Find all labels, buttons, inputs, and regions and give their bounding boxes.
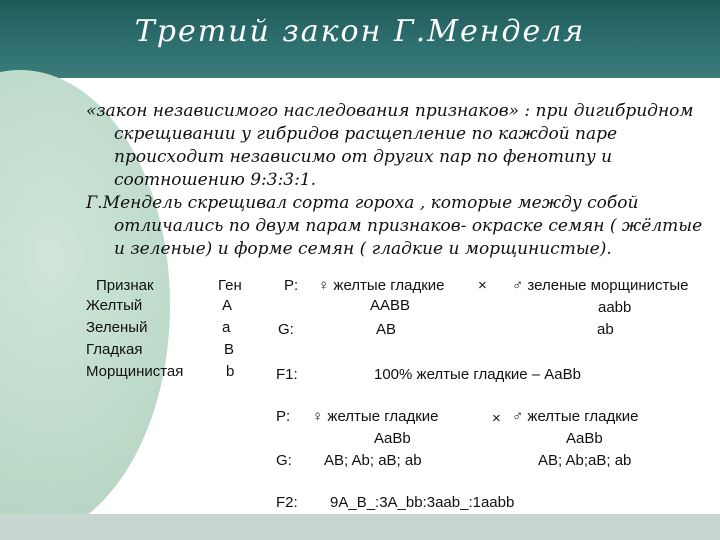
female-gametes: AB; Ab; aB; ab [324, 452, 422, 469]
male-gamete: ab [597, 321, 614, 338]
female-phenotype: ♀ желтые гладкие [318, 277, 445, 294]
title-bar [0, 0, 720, 78]
f2-result: 9A_B_:3A_bb:3aab_:1aabb [330, 494, 515, 511]
paragraph-law: «закон независимого наследования признаков» : при дигибридном скрещивании у гибридов расщепление по каждой паре происходит независимо от других пар по фенотипу и соотношению 9:3:3:1. [86, 101, 694, 190]
gene-cell: B [224, 341, 235, 358]
p-label: P: [276, 408, 291, 425]
f1-result: 100% желтые гладкие – AaBb [374, 366, 581, 383]
male-phenotype: ♂ желтые гладкие [512, 408, 639, 425]
col-header-gene: Ген [218, 277, 242, 294]
female-genotype: AABB [370, 297, 411, 314]
male-phenotype: ♂ зеленые морщинистые [512, 277, 689, 294]
trait-cell: Желтый [86, 297, 143, 314]
gene-cell: b [226, 363, 235, 380]
bottom-bar [0, 514, 720, 540]
gene-cell: A [222, 297, 233, 314]
paragraph-mendel: Г.Мендель скрещивал сорта гороха , которые между собой отличались по двум парам признаков- окраске семян ( жёлтые и зеленые) и форме семян ( гладкие и морщинистые). [86, 193, 703, 259]
female-genotype: AaBb [374, 430, 411, 447]
cross-sign: × [478, 277, 487, 294]
trait-cell: Зеленый [86, 319, 148, 336]
trait-cell: Гладкая [86, 341, 143, 358]
trait-cell: Морщинистая [86, 363, 184, 380]
male-genotype: AaBb [566, 430, 603, 447]
female-phenotype: ♀ желтые гладкие [312, 408, 439, 425]
p-label: P: [284, 277, 299, 294]
male-gametes: AB; Ab;aB; ab [538, 452, 632, 469]
f1-label: F1: [276, 366, 298, 383]
gene-cell: a [222, 319, 231, 336]
col-header-trait: Признак [96, 277, 154, 294]
slide-title: Третий закон Г.Менделя [134, 14, 586, 49]
male-genotype: aabb [598, 299, 632, 316]
female-gamete: AB [376, 321, 397, 338]
g-label: G: [278, 321, 294, 338]
f2-label: F2: [276, 494, 298, 511]
body-text [86, 100, 706, 261]
g-label: G: [276, 452, 292, 469]
cross-sign: × [492, 410, 501, 427]
